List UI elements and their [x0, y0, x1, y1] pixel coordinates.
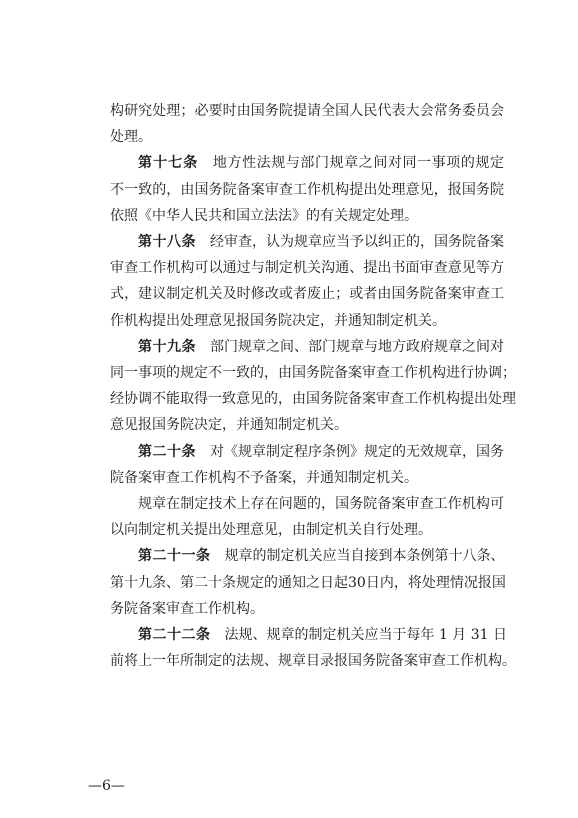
text-line	[110, 337, 504, 357]
text-line	[110, 494, 504, 514]
line-text: 不一致的，由国务院备案审查工作机构提出处理意见，报国务院	[110, 181, 504, 198]
article-number: 第二十条	[138, 443, 196, 460]
text-line	[110, 468, 504, 488]
line-text: 法规、规章的制定机关应当于每年 1 月 31 日	[210, 627, 508, 643]
page-number: —6—	[88, 778, 125, 794]
text-line	[110, 153, 504, 173]
article-number: 第十七条	[138, 155, 199, 172]
text-line	[110, 520, 504, 540]
text-line	[110, 284, 504, 304]
line-text: 以向制定机关提出处理意见，由制定机关自行处理。	[110, 522, 432, 539]
line-text: 意见报国务院决定，并通知制定机关。	[110, 417, 348, 434]
line-text: 经协调不能取得一致意见的，由国务院备案审查工作机构提出处理	[110, 391, 516, 408]
article-number: 第二十二条	[138, 627, 211, 643]
line-text: 作机构提出处理意见报国务院决定，并通知制定机关。	[110, 312, 446, 329]
text-line	[110, 546, 504, 566]
article-number: 第二十一条	[138, 548, 211, 565]
text-line	[110, 415, 504, 435]
text-line	[110, 258, 504, 278]
line-text: 审查工作机构可以通过与制定机关沟通、提出书面审查意见等方	[110, 260, 504, 277]
line-text: 构研究处理；必要时由国务院提请全国人民代表大会常务委员会	[110, 103, 504, 119]
line-text: 部门规章之间、部门规章与地方政府规章之间对	[196, 338, 504, 355]
line-text: 对《规章制定程序条例》规定的无效规章，国务	[196, 443, 504, 460]
text-line	[110, 573, 504, 593]
line-text: 院备案审查工作机构不予备案，并通知制定机关。	[110, 469, 418, 486]
line-text: 地方性法规与部门规章之间对同一事项的规定	[198, 155, 505, 172]
line-text: 经审查，认为规章应当予以纠正的，国务院备案	[196, 234, 504, 250]
line-text: 务院备案审查工作机构。	[110, 600, 264, 617]
text-line	[110, 206, 504, 226]
line-text: 同一事项的规定不一致的，由国务院备案审查工作机构进行协调；	[110, 365, 516, 381]
line-text: 依照《中华人民共和国立法法》的有关规定处理。	[110, 207, 418, 224]
article-number: 第十八条	[138, 234, 196, 250]
article-number: 第十九条	[138, 338, 196, 355]
text-line	[110, 651, 516, 671]
text-line	[110, 127, 504, 147]
text-line	[110, 180, 504, 200]
text-line	[110, 311, 504, 331]
line-text: 处理。	[110, 129, 152, 146]
text-line	[110, 232, 504, 252]
line-text: 第十九条、第二十条规定的通知之日起30日内，将处理情况报国	[110, 574, 506, 591]
text-line	[110, 599, 504, 619]
line-text: 前将上一年所制定的法规、规章目录报国务院备案审查工作机构。	[110, 653, 516, 670]
text-line	[110, 101, 504, 121]
text-line	[110, 625, 508, 645]
text-line	[110, 442, 504, 462]
text-line	[110, 389, 516, 409]
line-text: 规章的制定机关应当自接到本条例第十八条、	[210, 548, 505, 565]
line-text: 规章在制定技术上存在问题的，国务院备案审查工作机构可	[138, 496, 504, 512]
text-line	[110, 363, 516, 383]
line-text: 式，建议制定机关及时修改或者废止；或者由国务院备案审查工	[110, 286, 504, 303]
